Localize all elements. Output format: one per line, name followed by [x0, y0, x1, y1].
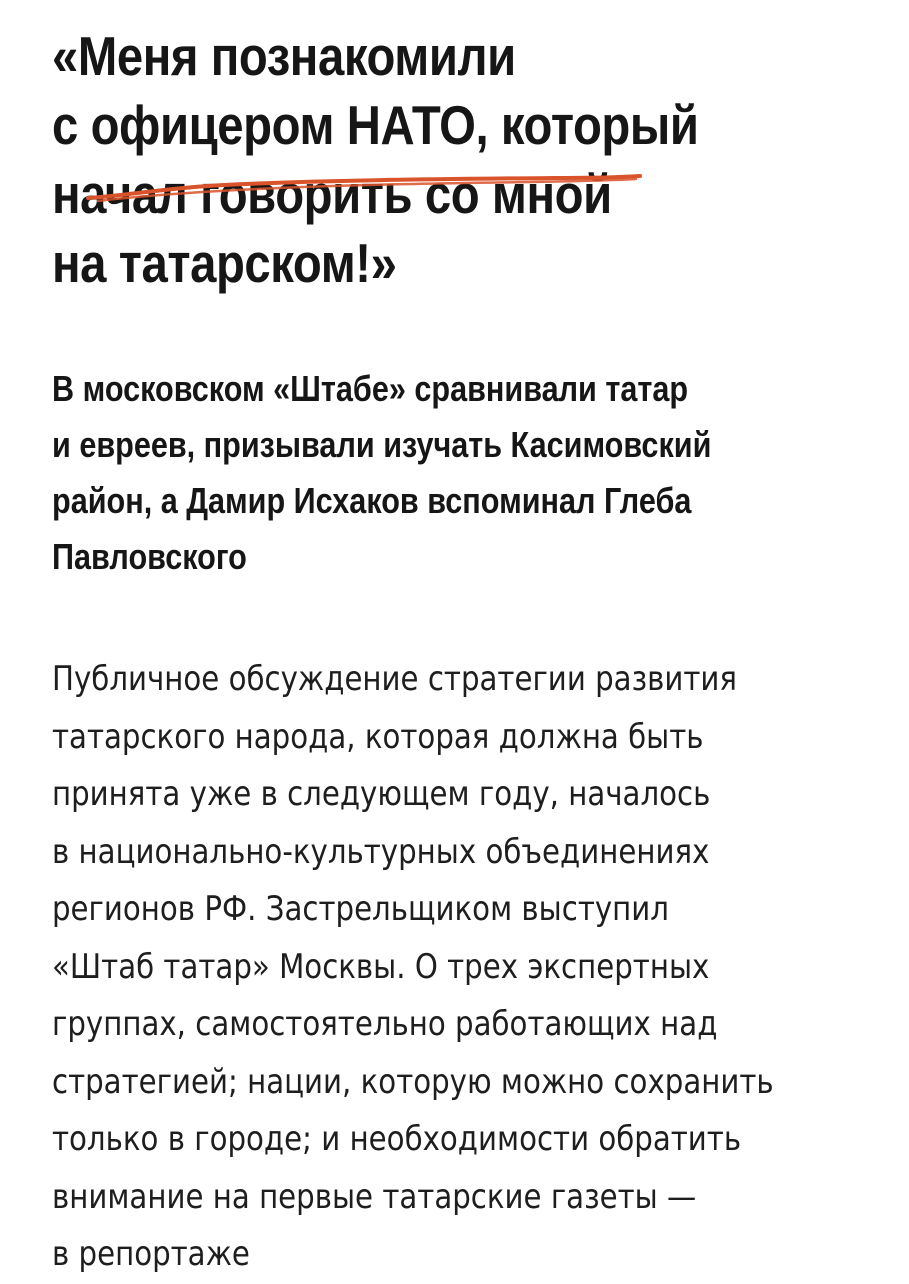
- lead-line: и евреев, призывали изучать Касимовский: [52, 424, 712, 465]
- article-body: [52, 651, 895, 1284]
- headline-line: на татарском!»: [52, 232, 397, 294]
- body-line: принята уже в следующем году, началось: [52, 774, 711, 814]
- headline-line: «Меня познакомили: [52, 25, 516, 87]
- body-line: стратегией; нации, которую можно сохранить: [52, 1061, 774, 1102]
- lead-line: Павловского: [52, 536, 247, 577]
- headline: [52, 22, 878, 298]
- article: [52, 22, 882, 1274]
- body-line: в национально-культурных объединениях: [52, 831, 710, 872]
- body-line: только в городе; и необходимости обратить: [52, 1119, 742, 1159]
- body-line: внимание на первые татарские газеты —: [52, 1176, 697, 1217]
- body-line: «Штаб татар» Москвы. О трех экспертных: [52, 946, 710, 987]
- headline-line: с офицером НАТО, который: [52, 94, 699, 156]
- body-line: татарского народа, которая должна быть: [52, 716, 704, 757]
- body-line: регионов РФ. Застрельщиком выступил: [52, 889, 669, 929]
- body-line: Публичное обсуждение стратегии развития: [52, 659, 738, 699]
- lead-line: район, а Дамир Исхаков вспоминал Глеба: [52, 480, 692, 521]
- body-line: в репортаже: [52, 1234, 250, 1274]
- headline-line: начал говорить со мной: [52, 163, 612, 225]
- article-lead: [52, 361, 868, 585]
- body-line: группах, самостоятельно работающих над: [52, 1004, 718, 1044]
- lead-line: В московском «Штабе» сравнивали татар: [52, 368, 689, 409]
